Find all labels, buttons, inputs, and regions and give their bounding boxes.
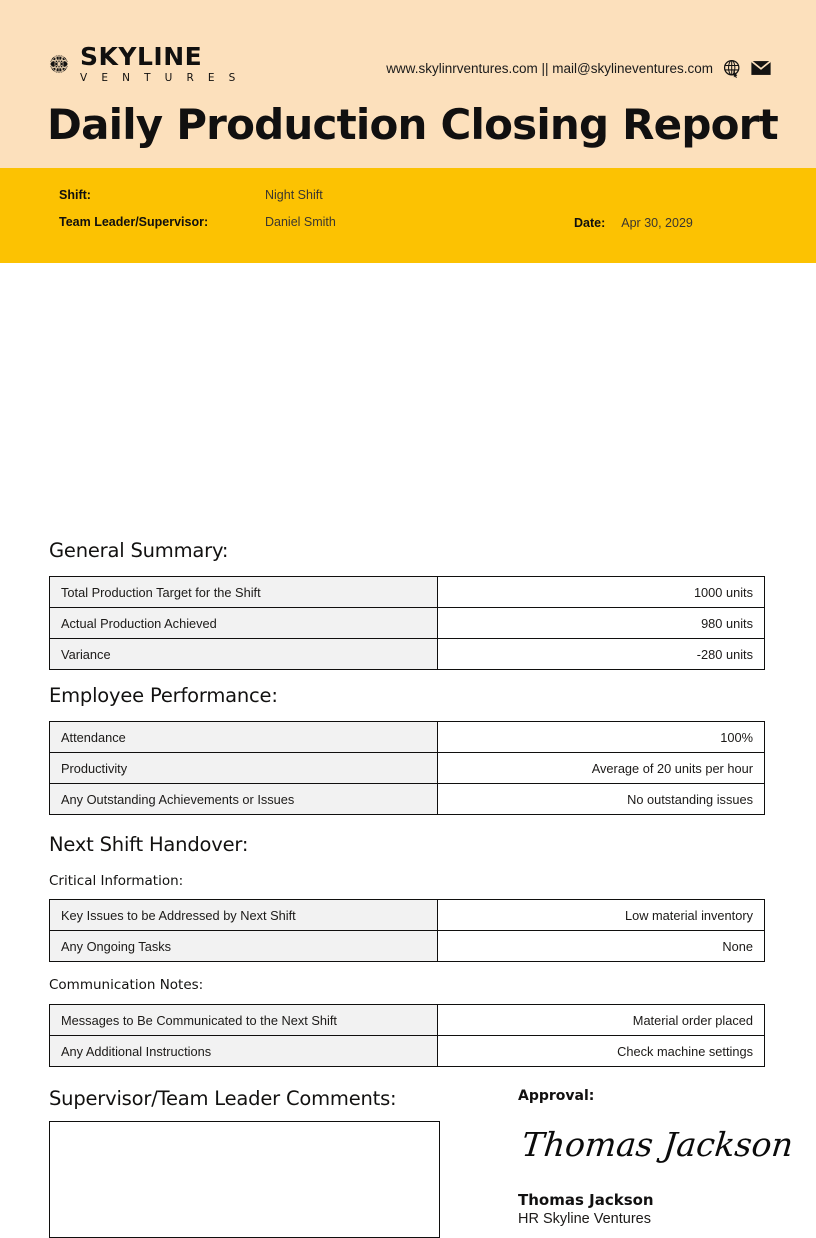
table-row xyxy=(50,1005,765,1036)
brand-wordmark xyxy=(80,44,241,84)
row-key: Any Additional Instructions xyxy=(50,1036,438,1067)
section-general-summary xyxy=(49,539,228,562)
table-body xyxy=(50,900,765,962)
table-body xyxy=(50,1005,765,1067)
subsection-critical-information xyxy=(49,873,183,889)
table-row xyxy=(50,608,765,639)
table-general-summary xyxy=(49,576,765,670)
signer-role: HR Skyline Ventures xyxy=(518,1211,651,1228)
date-field xyxy=(574,216,693,230)
row-value: Check machine settings xyxy=(438,1036,765,1067)
table-row xyxy=(50,722,765,753)
approval-block xyxy=(518,1088,796,1228)
subsection-communication-notes xyxy=(49,977,203,993)
table-row xyxy=(50,784,765,815)
shift-field xyxy=(59,188,336,202)
section-title-next-shift-handover: Next Shift Handover: xyxy=(49,833,249,856)
comments-input[interactable] xyxy=(49,1121,440,1238)
section-next-shift-handover xyxy=(49,833,248,856)
row-value: 980 units xyxy=(438,608,765,639)
table-employee-performance xyxy=(49,721,765,815)
row-key: Any Ongoing Tasks xyxy=(50,931,438,962)
globe-sphere-icon xyxy=(49,54,69,74)
shift-meta-left xyxy=(59,188,336,242)
team-leader-field xyxy=(59,215,336,229)
date-value: Apr 30, 2029 xyxy=(621,216,693,230)
row-value: Average of 20 units per hour xyxy=(438,753,765,784)
table-body xyxy=(50,577,765,670)
row-key: Productivity xyxy=(50,753,438,784)
signature-image: Thomas Jackson xyxy=(519,1125,796,1164)
shift-value: Night Shift xyxy=(265,188,323,202)
row-value: None xyxy=(438,931,765,962)
subsection-title-critical-information: Critical Information: xyxy=(49,873,184,889)
team-leader-value: Daniel Smith xyxy=(265,215,336,229)
table-critical-information xyxy=(49,899,765,962)
section-comments xyxy=(49,1087,396,1110)
envelope-icon[interactable] xyxy=(751,58,771,78)
row-key: Total Production Target for the Shift xyxy=(50,577,438,608)
table-row xyxy=(50,931,765,962)
table-row xyxy=(50,577,765,608)
section-title-comments: Supervisor/Team Leader Comments: xyxy=(49,1087,397,1110)
row-key: Actual Production Achieved xyxy=(50,608,438,639)
row-key: Key Issues to be Addressed by Next Shift xyxy=(50,900,438,931)
globe-icon[interactable] xyxy=(722,58,742,78)
row-key: Messages to Be Communicated to the Next Shift xyxy=(50,1005,438,1036)
section-title-general-summary: General Summary: xyxy=(49,539,229,562)
header-contact-info xyxy=(386,58,771,78)
section-title-employee-performance: Employee Performance: xyxy=(49,684,278,707)
row-key: Variance xyxy=(50,639,438,670)
shift-label: Shift: xyxy=(59,188,91,202)
brand-name-secondary: V E N T U R E S xyxy=(80,72,241,84)
table-body xyxy=(50,722,765,815)
contact-text: www.skylinrventures.com || mail@skylineventures.com xyxy=(386,60,713,76)
team-leader-label: Team Leader/Supervisor: xyxy=(59,215,209,229)
row-value: No outstanding issues xyxy=(438,784,765,815)
row-value: 1000 units xyxy=(438,577,765,608)
table-row xyxy=(50,753,765,784)
row-value: 100% xyxy=(438,722,765,753)
table-communication-notes xyxy=(49,1004,765,1067)
section-employee-performance xyxy=(49,684,278,707)
brand-logo xyxy=(49,44,241,84)
row-value: Low material inventory xyxy=(438,900,765,931)
row-value: -280 units xyxy=(438,639,765,670)
approval-label: Approval: xyxy=(518,1088,595,1104)
subsection-title-communication-notes: Communication Notes: xyxy=(49,977,204,993)
row-key: Any Outstanding Achievements or Issues xyxy=(50,784,438,815)
table-row xyxy=(50,900,765,931)
date-label: Date: xyxy=(574,216,606,230)
shift-meta-band xyxy=(0,168,816,263)
table-row xyxy=(50,1036,765,1067)
row-value: Material order placed xyxy=(438,1005,765,1036)
page-title: Daily Production Closing Report xyxy=(47,100,778,149)
row-key: Attendance xyxy=(50,722,438,753)
brand-name-primary: SKYLINE xyxy=(80,42,203,71)
document-header xyxy=(0,0,816,168)
signer-name: Thomas Jackson xyxy=(518,1191,654,1210)
table-row xyxy=(50,639,765,670)
